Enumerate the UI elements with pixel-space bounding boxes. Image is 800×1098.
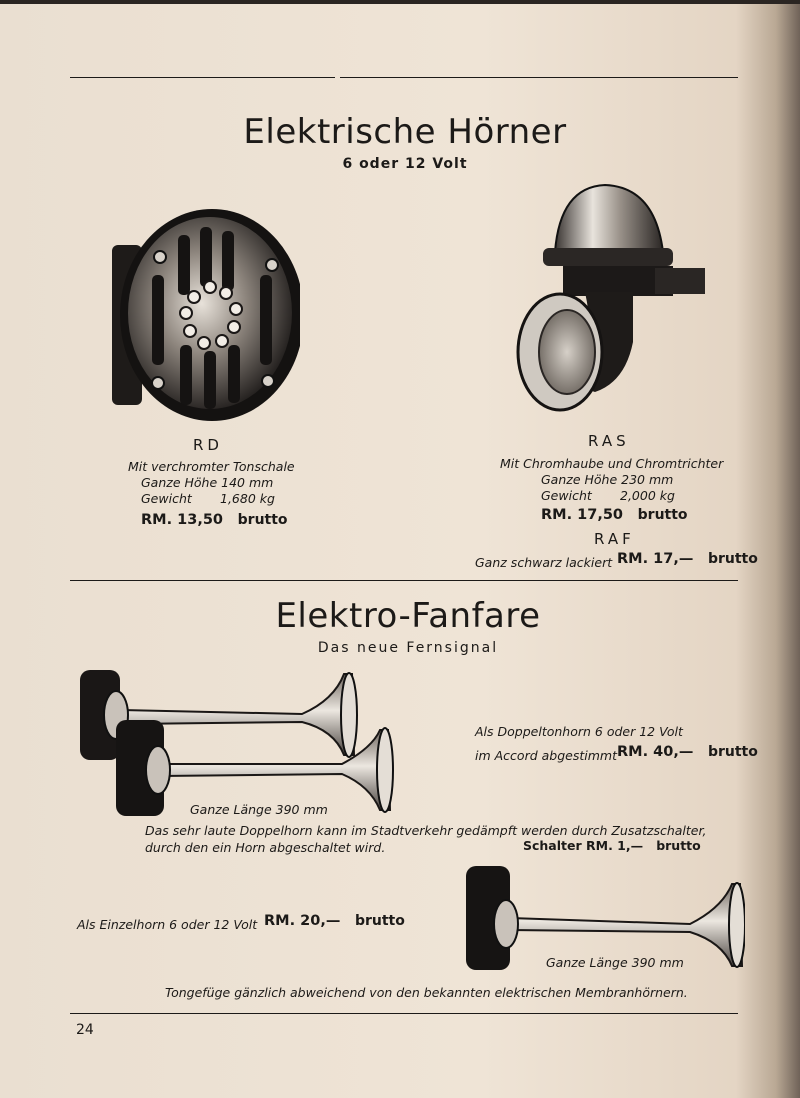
top-edge [0, 0, 800, 4]
footer-note: Tongefüge gänzlich abweichend von den bekannten elektrischen Membranhörnern. [165, 985, 688, 1000]
raf-price [617, 551, 758, 567]
rd-desc1: Mit verchromter Tonschale [128, 459, 295, 474]
rd-desc2: Ganze Höhe 140 mm [141, 475, 274, 490]
rd-weight-value: 1,680 kg [220, 491, 275, 506]
double-price [617, 744, 758, 760]
ras-weight-label: Gewicht [541, 488, 592, 503]
double-fanfare-illustration [72, 660, 402, 820]
raf-price-suffix: brutto [707, 551, 758, 567]
single-price-value: RM. 20,— [264, 913, 341, 929]
rd-weight-label: Gewicht [141, 491, 192, 506]
top-rule-right [340, 77, 738, 78]
section2-subtitle: Das neue Fernsignal [317, 640, 499, 656]
ras-desc1: Mit Chromhaube und Chromtrichter [500, 456, 724, 471]
bottom-rule [70, 1013, 738, 1014]
switch-price [523, 838, 701, 853]
switch-price-value: Schalter RM. 1,— [523, 838, 644, 853]
single-price [264, 913, 405, 929]
section2-title: Elektro-Fanfare [275, 596, 541, 636]
ras-desc2: Ganze Höhe 230 mm [541, 472, 674, 487]
page-number: 24 [76, 1022, 94, 1038]
rd-price-value: RM. 13,50 [141, 512, 224, 528]
ras-price-value: RM. 17,50 [541, 507, 624, 523]
raf-code: RAF [594, 530, 635, 548]
ras-weight-value: 2,000 kg [620, 488, 675, 503]
rd-price [141, 512, 288, 528]
section1-subtitle: 6 oder 12 Volt [342, 156, 468, 172]
rd-horn-illustration [100, 205, 300, 430]
single-price-suffix: brutto [354, 913, 405, 929]
rd-price-suffix: brutto [237, 512, 288, 528]
raf-price-value: RM. 17,— [617, 551, 694, 567]
note-line1: Das sehr laute Doppelhorn kann im Stadtverkehr gedämpft werden durch Zusatzschalter, [145, 823, 707, 838]
ras-code: RAS [588, 432, 630, 450]
rd-code: RD [193, 436, 223, 454]
double-line2: im Accord abgestimmt [475, 748, 617, 763]
note-line2: durch den ein Horn abgeschaltet wird. [145, 840, 386, 855]
double-price-suffix: brutto [707, 744, 758, 760]
middle-rule [70, 580, 738, 581]
top-rule-left [70, 77, 335, 78]
ras-horn-illustration [505, 182, 705, 432]
section1-title: Elektrische Hörner [243, 112, 567, 152]
switch-price-suffix: brutto [656, 838, 701, 853]
ras-price-suffix: brutto [637, 507, 688, 523]
double-length: Ganze Länge 390 mm [190, 802, 328, 817]
double-line1: Als Doppeltonhorn 6 oder 12 Volt [475, 724, 683, 739]
raf-desc: Ganz schwarz lackiert [475, 555, 613, 570]
double-price-value: RM. 40,— [617, 744, 694, 760]
single-length: Ganze Länge 390 mm [546, 955, 684, 970]
single-line: Als Einzelhorn 6 oder 12 Volt [77, 917, 258, 932]
ras-price [541, 507, 688, 523]
